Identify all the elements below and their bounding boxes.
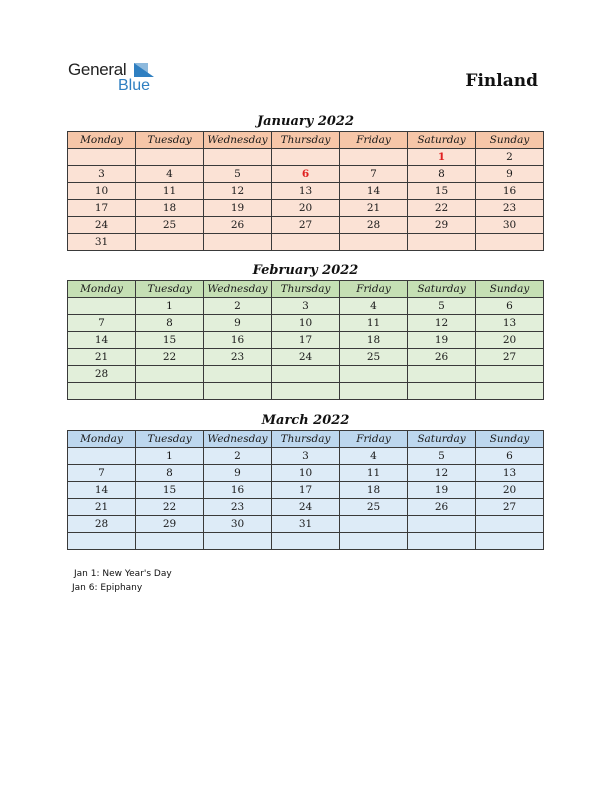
day-cell: 27 <box>272 217 340 234</box>
weekday-header: Wednesday <box>204 132 272 149</box>
day-cell <box>340 516 408 533</box>
day-cell <box>272 234 340 251</box>
day-cell: 1 <box>136 298 204 315</box>
day-cell: 4 <box>340 298 408 315</box>
day-cell <box>340 366 408 383</box>
day-cell: 2 <box>204 298 272 315</box>
weekday-header: Saturday <box>408 281 476 298</box>
day-cell: 8 <box>408 166 476 183</box>
weekday-header: Thursday <box>272 281 340 298</box>
week-row <box>68 149 544 166</box>
month-title: January 2022 <box>256 114 354 129</box>
weekday-header: Wednesday <box>204 431 272 448</box>
day-cell: 15 <box>408 183 476 200</box>
day-cell: 5 <box>408 298 476 315</box>
day-cell <box>136 149 204 166</box>
holiday-note: Jan 6: Epiphany <box>72 583 143 593</box>
day-cell: 8 <box>136 465 204 482</box>
day-cell <box>476 383 544 400</box>
weekday-header: Sunday <box>476 132 544 149</box>
day-cell: 28 <box>340 217 408 234</box>
day-cell: 20 <box>272 200 340 217</box>
day-cell: 29 <box>408 217 476 234</box>
day-cell <box>68 298 136 315</box>
day-cell: 28 <box>68 366 136 383</box>
week-row <box>68 383 544 400</box>
day-cell: 25 <box>136 217 204 234</box>
weekday-header: Thursday <box>272 431 340 448</box>
day-cell <box>68 533 136 550</box>
weekday-header: Sunday <box>476 281 544 298</box>
week-row <box>68 516 544 533</box>
logo <box>68 60 168 96</box>
day-cell: 24 <box>68 217 136 234</box>
day-cell: 2 <box>476 149 544 166</box>
day-cell: 26 <box>408 349 476 366</box>
weekday-header: Monday <box>68 132 136 149</box>
day-cell: 11 <box>340 315 408 332</box>
weekday-header: Monday <box>68 431 136 448</box>
day-cell: 13 <box>272 183 340 200</box>
day-cell <box>136 234 204 251</box>
day-cell: 30 <box>204 516 272 533</box>
day-cell: 5 <box>204 166 272 183</box>
day-cell: 26 <box>408 499 476 516</box>
day-cell <box>136 533 204 550</box>
day-cell <box>204 149 272 166</box>
week-row <box>68 200 544 217</box>
day-cell: 12 <box>408 465 476 482</box>
holiday-note: Jan 1: New Year's Day <box>74 569 172 579</box>
day-cell: 11 <box>340 465 408 482</box>
calendar-table <box>67 280 544 400</box>
day-cell <box>340 383 408 400</box>
weekday-header: Friday <box>340 281 408 298</box>
calendar-table <box>67 430 544 550</box>
day-cell <box>204 234 272 251</box>
weekday-header: Saturday <box>408 132 476 149</box>
day-cell: 21 <box>68 499 136 516</box>
day-cell <box>136 366 204 383</box>
week-row <box>68 465 544 482</box>
day-cell: 16 <box>476 183 544 200</box>
day-cell: 9 <box>204 465 272 482</box>
weekday-header: Thursday <box>272 132 340 149</box>
day-cell <box>340 234 408 251</box>
day-cell <box>204 383 272 400</box>
month-february <box>67 261 544 400</box>
day-cell <box>272 149 340 166</box>
day-cell: 1 <box>136 448 204 465</box>
day-cell: 24 <box>272 349 340 366</box>
month-title: March 2022 <box>261 413 350 428</box>
weekday-header-row <box>68 281 544 298</box>
day-cell <box>408 234 476 251</box>
day-cell: 15 <box>136 482 204 499</box>
week-row <box>68 448 544 465</box>
day-cell: 24 <box>272 499 340 516</box>
day-cell: 1 <box>408 149 476 166</box>
day-cell <box>408 516 476 533</box>
logo-blue-text: Blue <box>118 77 151 94</box>
day-cell: 13 <box>476 465 544 482</box>
day-cell: 11 <box>136 183 204 200</box>
day-cell <box>340 149 408 166</box>
day-cell: 9 <box>476 166 544 183</box>
week-row <box>68 183 544 200</box>
month-january <box>67 112 544 251</box>
day-cell: 12 <box>408 315 476 332</box>
day-cell: 4 <box>340 448 408 465</box>
day-cell <box>476 516 544 533</box>
day-cell: 6 <box>476 298 544 315</box>
day-cell: 25 <box>340 499 408 516</box>
day-cell: 26 <box>204 217 272 234</box>
weekday-header: Saturday <box>408 431 476 448</box>
day-cell: 15 <box>136 332 204 349</box>
day-cell: 22 <box>136 349 204 366</box>
day-cell: 27 <box>476 349 544 366</box>
day-cell <box>68 149 136 166</box>
week-row <box>68 366 544 383</box>
day-cell: 14 <box>340 183 408 200</box>
weekday-header: Tuesday <box>136 132 204 149</box>
day-cell: 22 <box>408 200 476 217</box>
day-cell <box>272 366 340 383</box>
day-cell: 10 <box>68 183 136 200</box>
week-row <box>68 315 544 332</box>
day-cell: 3 <box>272 448 340 465</box>
day-cell <box>272 533 340 550</box>
month-march <box>67 411 544 550</box>
day-cell: 14 <box>68 332 136 349</box>
week-row <box>68 217 544 234</box>
day-cell <box>136 383 204 400</box>
day-cell <box>408 383 476 400</box>
week-row <box>68 349 544 366</box>
day-cell: 19 <box>408 332 476 349</box>
day-cell: 23 <box>204 349 272 366</box>
day-cell <box>340 533 408 550</box>
day-cell <box>408 366 476 383</box>
day-cell: 17 <box>272 332 340 349</box>
day-cell: 29 <box>136 516 204 533</box>
day-cell <box>68 448 136 465</box>
day-cell: 14 <box>68 482 136 499</box>
weekday-header: Monday <box>68 281 136 298</box>
day-cell: 8 <box>136 315 204 332</box>
day-cell <box>68 383 136 400</box>
day-cell <box>204 366 272 383</box>
day-cell: 6 <box>272 166 340 183</box>
day-cell <box>476 234 544 251</box>
week-row <box>68 499 544 516</box>
day-cell: 19 <box>204 200 272 217</box>
weekday-header: Tuesday <box>136 281 204 298</box>
day-cell: 28 <box>68 516 136 533</box>
day-cell: 23 <box>476 200 544 217</box>
day-cell: 17 <box>272 482 340 499</box>
day-cell: 17 <box>68 200 136 217</box>
weekday-header: Friday <box>340 132 408 149</box>
country-title: Finland <box>465 71 538 91</box>
day-cell: 10 <box>272 465 340 482</box>
day-cell <box>272 383 340 400</box>
day-cell: 3 <box>68 166 136 183</box>
logo-general-text: General <box>68 60 127 79</box>
day-cell: 5 <box>408 448 476 465</box>
week-row <box>68 298 544 315</box>
day-cell: 30 <box>476 217 544 234</box>
week-row <box>68 482 544 499</box>
day-cell: 21 <box>68 349 136 366</box>
day-cell: 31 <box>68 234 136 251</box>
month-title: February 2022 <box>252 263 359 278</box>
day-cell: 22 <box>136 499 204 516</box>
week-row <box>68 533 544 550</box>
day-cell: 23 <box>204 499 272 516</box>
logo-flag-icon <box>134 63 154 77</box>
holiday-notes <box>74 567 172 595</box>
day-cell: 18 <box>136 200 204 217</box>
day-cell: 27 <box>476 499 544 516</box>
day-cell <box>408 533 476 550</box>
day-cell: 7 <box>340 166 408 183</box>
day-cell <box>476 533 544 550</box>
day-cell: 25 <box>340 349 408 366</box>
day-cell: 7 <box>68 465 136 482</box>
day-cell: 12 <box>204 183 272 200</box>
week-row <box>68 234 544 251</box>
weekday-header-row <box>68 431 544 448</box>
weekday-header-row <box>68 132 544 149</box>
day-cell: 16 <box>204 332 272 349</box>
day-cell: 19 <box>408 482 476 499</box>
day-cell: 21 <box>340 200 408 217</box>
day-cell: 31 <box>272 516 340 533</box>
day-cell: 20 <box>476 482 544 499</box>
day-cell: 18 <box>340 482 408 499</box>
day-cell: 7 <box>68 315 136 332</box>
weekday-header: Wednesday <box>204 281 272 298</box>
day-cell: 20 <box>476 332 544 349</box>
weekday-header: Tuesday <box>136 431 204 448</box>
day-cell: 2 <box>204 448 272 465</box>
day-cell: 10 <box>272 315 340 332</box>
day-cell <box>476 366 544 383</box>
day-cell: 13 <box>476 315 544 332</box>
day-cell <box>204 533 272 550</box>
weekday-header: Friday <box>340 431 408 448</box>
day-cell: 3 <box>272 298 340 315</box>
day-cell: 18 <box>340 332 408 349</box>
day-cell: 16 <box>204 482 272 499</box>
week-row <box>68 166 544 183</box>
weekday-header: Sunday <box>476 431 544 448</box>
week-row <box>68 332 544 349</box>
day-cell: 6 <box>476 448 544 465</box>
calendar-table <box>67 131 544 251</box>
day-cell: 4 <box>136 166 204 183</box>
day-cell: 9 <box>204 315 272 332</box>
